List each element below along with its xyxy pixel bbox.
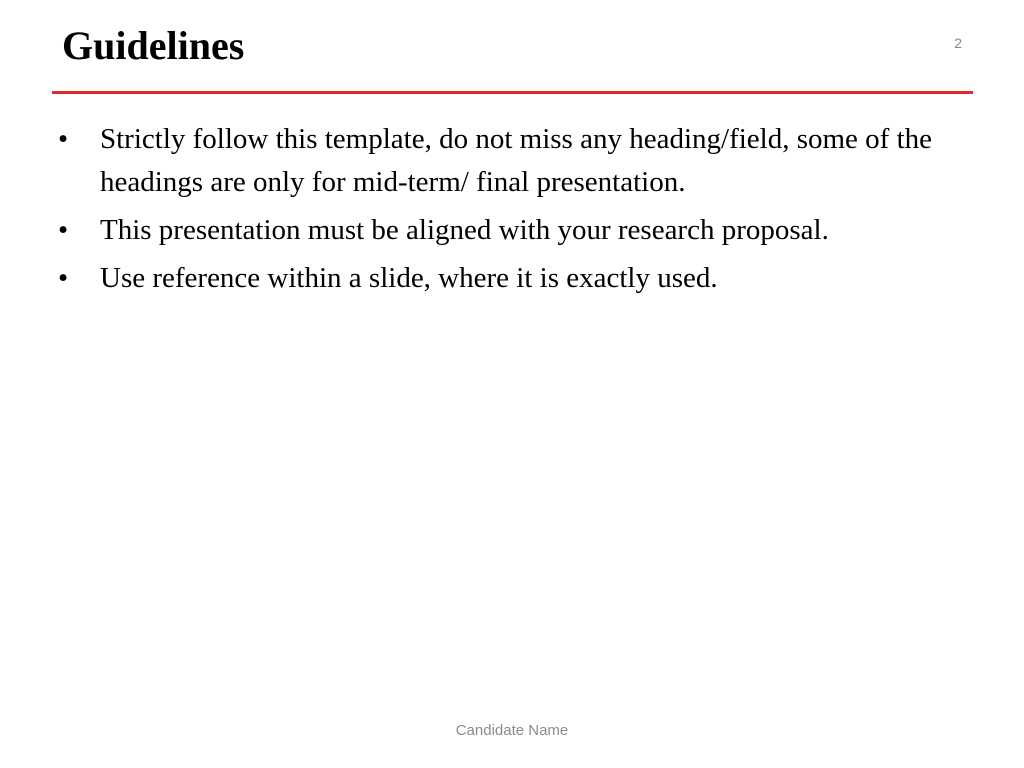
bullet-icon: • — [58, 214, 69, 246]
page-number: 2 — [954, 35, 962, 51]
bullet-text: Strictly follow this template, do not miss any heading/field, some of the headings are only for mid-term/ final presentation. — [100, 123, 933, 198]
bullet-icon: • — [58, 262, 69, 294]
footer-candidate-name: Candidate Name — [455, 722, 569, 739]
bullet-text: Use reference within a slide, where it is exactly used. — [100, 262, 718, 294]
bullet-item — [58, 257, 978, 300]
bullet-icon: • — [58, 123, 69, 155]
title-divider — [52, 91, 973, 94]
bullet-text: This presentation must be aligned with your research proposal. — [100, 214, 829, 246]
bullet-item — [58, 209, 978, 252]
slide-title: Guidelines — [62, 23, 245, 68]
bullet-item — [58, 118, 978, 204]
bullet-list — [58, 118, 978, 305]
